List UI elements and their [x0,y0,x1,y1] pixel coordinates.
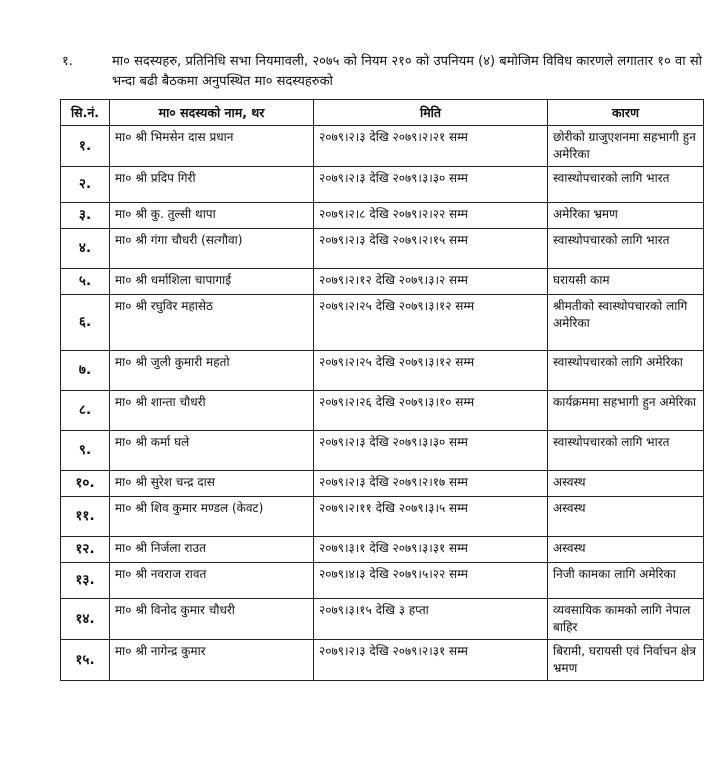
serial-cell: ४. [61,229,110,269]
table-row [61,229,704,269]
date-cell: २०७९।२।१२ देखि २०७९।३।२ सम्म [314,269,548,295]
member-name-cell: मा० श्री निर्जला राउत [110,537,314,563]
member-name-cell: मा० श्री जुली कुमारी महतो [110,351,314,391]
serial-cell: ९. [61,431,110,471]
serial-cell: १५. [61,640,110,681]
table-row [61,471,704,497]
header-name: मा० सदस्यको नाम, थर [110,100,314,126]
table-row [61,126,704,167]
reason-cell: व्यवसायिक कामको लागि नेपाल बाहिर [548,599,704,640]
reason-cell: अमेरिका भ्रमण [548,203,704,229]
date-cell: २०७९।२।३ देखि २०७९।२।३१ सम्म [314,640,548,681]
reason-cell: स्वास्थोपचारको लागि भारत [548,167,704,203]
serial-cell: ६. [61,295,110,351]
date-cell: २०७९।२।३ देखि २०७९।२।२१ सम्म [314,126,548,167]
reason-cell: अस्वस्थ [548,471,704,497]
intro-text: मा० सदस्यहरु, प्रतिनिधि सभा नियमावली, २०७५ को नियम २१० को उपनियम (४) बमोजिम विविध कारणले लगातार १० वा सो भन्दा बढी बैठकमा अनुपस्थित मा० सदस्यहरुको [112,54,702,89]
reason-cell: स्वास्थोपचारको लागि अमेरिका [548,351,704,391]
date-cell: २०७९।२।३ देखि २०७९।२।१७ सम्म [314,471,548,497]
reason-cell: बिरामी, घरायसी एवं निर्वाचन क्षेत्र भ्रमण [548,640,704,681]
member-name-cell: मा० श्री शान्ता चौधरी [110,391,314,431]
reason-cell: स्वास्थोपचारको लागि भारत [548,229,704,269]
serial-cell: ११. [61,497,110,537]
reason-cell: श्रीमतीको स्वास्थोपचारको लागि अमेरिका [548,295,704,351]
date-cell: २०७९।२।२५ देखि २०७९।३।१२ सम्म [314,351,548,391]
serial-cell: १३. [61,563,110,599]
member-name-cell: मा० श्री नवराज रावत [110,563,314,599]
serial-cell: ७. [61,351,110,391]
member-name-cell: मा० श्री कु. तुल्सी थापा [110,203,314,229]
reason-cell: अस्वस्थ [548,537,704,563]
reason-cell: घरायसी काम [548,269,704,295]
absent-members-table [60,99,704,681]
table-row [61,431,704,471]
serial-cell: ५. [61,269,110,295]
section-number: १. [62,54,73,69]
reason-cell: स्वास्थोपचारको लागि भारत [548,431,704,471]
member-name-cell: मा० श्री कर्मा घले [110,431,314,471]
date-cell: २०७९।३।१ देखि २०७९।३।३१ सम्म [314,537,548,563]
member-name-cell: मा० श्री रघुविर महासेठ [110,295,314,351]
date-cell: २०७९।२।११ देखि २०७९।३।५ सम्म [314,497,548,537]
member-name-cell: मा० श्री प्रदिप गिरी [110,167,314,203]
member-name-cell: मा० श्री धर्माशिला चापागाई [110,269,314,295]
date-cell: २०७९।२।२५ देखि २०७९।३।१२ सम्म [314,295,548,351]
serial-cell: १. [61,126,110,167]
table-row [61,537,704,563]
reason-cell: छोरीको ग्राजुएशनमा सहभागी हुन अमेरिका [548,126,704,167]
date-cell: २०७९।२।३ देखि २०७९।३।३० सम्म [314,431,548,471]
header-serial: सि.नं. [61,100,110,126]
table-row [61,391,704,431]
reason-cell: कार्यक्रममा सहभागी हुन अमेरिका [548,391,704,431]
serial-cell: ८. [61,391,110,431]
header-reason: कारण [548,100,704,126]
member-name-cell: मा० श्री शिव कुमार मण्डल (केवट) [110,497,314,537]
intro-paragraph [62,52,702,92]
serial-cell: १२. [61,537,110,563]
member-name-cell: मा० श्री गंगा चौधरी (सत्गौवा) [110,229,314,269]
table-row [61,295,704,351]
date-cell: २०७९।२।३ देखि २०७९।२।१५ सम्म [314,229,548,269]
date-cell: २०७९।३।१५ देखि ३ हप्ता [314,599,548,640]
reason-cell: अस्वस्थ [548,497,704,537]
table-row [61,167,704,203]
table-row [61,599,704,640]
serial-cell: १०. [61,471,110,497]
date-cell: २०७९।२।८ देखि २०७९।२।२२ सम्म [314,203,548,229]
table-row [61,351,704,391]
table-row [61,269,704,295]
serial-cell: ३. [61,203,110,229]
table-row [61,203,704,229]
table-header-row [61,100,704,126]
table-row [61,563,704,599]
member-name-cell: मा० श्री सुरेश चन्द्र दास [110,471,314,497]
serial-cell: १४. [61,599,110,640]
table-row [61,640,704,681]
header-date: मिति [314,100,548,126]
member-name-cell: मा० श्री विनोद कुमार चौधरी [110,599,314,640]
reason-cell: निजी कामका लागि अमेरिका [548,563,704,599]
date-cell: २०७९।२।२६ देखि २०७९।३।१० सम्म [314,391,548,431]
member-name-cell: मा० श्री नागेन्द्र कुमार [110,640,314,681]
table-row [61,497,704,537]
date-cell: २०७९।४।३ देखि २०७९।५।२२ सम्म [314,563,548,599]
member-name-cell: मा० श्री भिमसेन दास प्रधान [110,126,314,167]
serial-cell: २. [61,167,110,203]
date-cell: २०७९।२।३ देखि २०७९।३।३० सम्म [314,167,548,203]
